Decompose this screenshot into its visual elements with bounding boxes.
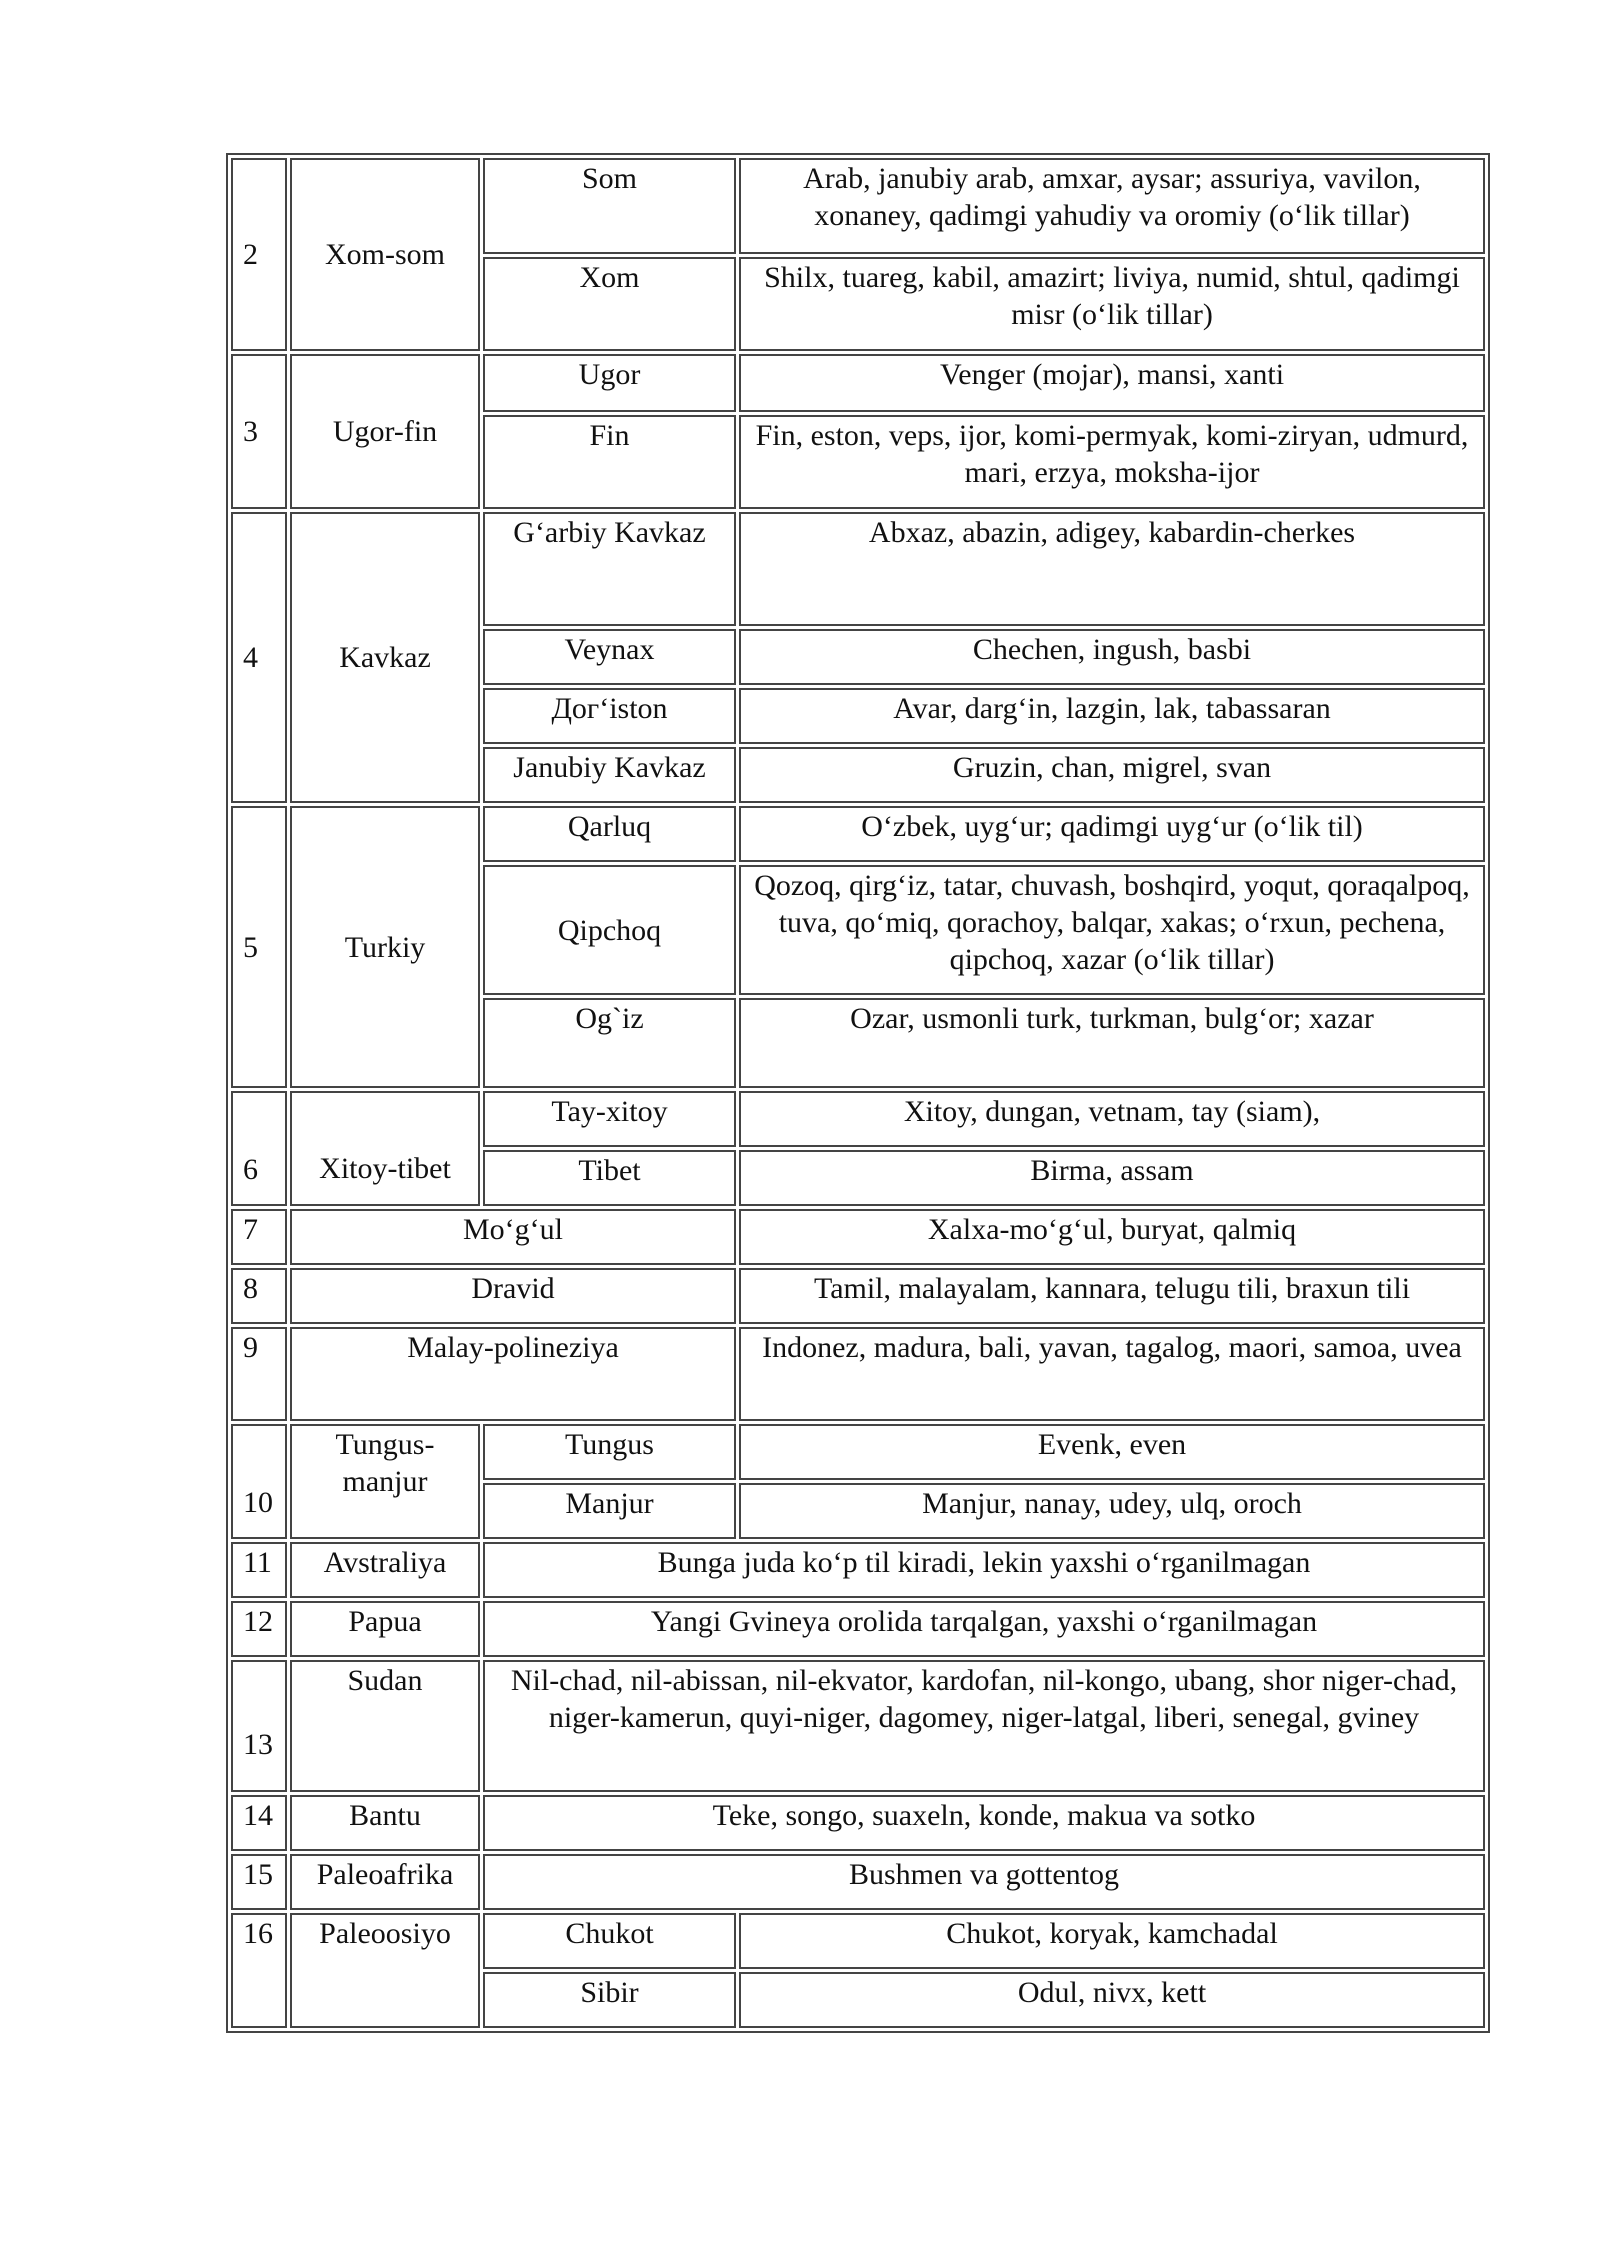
- row-number: 9: [231, 1327, 287, 1421]
- group-name: Qipchoq: [483, 865, 736, 995]
- family-name: Sudan: [290, 1660, 480, 1792]
- family-name: Turkiy: [290, 806, 480, 1088]
- family-name: Paleoafrika: [290, 1854, 480, 1910]
- languages: Gruzin, chan, migrel, svan: [739, 747, 1485, 803]
- languages: Indonez, madura, bali, yavan, tagalog, maori, samoa, uvea: [739, 1327, 1485, 1421]
- group-name: Tungus: [483, 1424, 736, 1480]
- languages: Ozar, usmonli turk, turkman, bulg‘or; xazar: [739, 998, 1485, 1088]
- group-name: G‘arbiy Kavkaz: [483, 512, 736, 626]
- group-name: Fin: [483, 415, 736, 509]
- group-name: Tay-xitoy: [483, 1091, 736, 1147]
- family-name: Xitoy-tibet: [290, 1091, 480, 1206]
- languages: Bunga juda ko‘p til kiradi, lekin yaxshi o‘rganilmagan: [483, 1542, 1485, 1598]
- family-name: Kavkaz: [290, 512, 480, 803]
- table-row: [231, 1795, 1485, 1851]
- family-name: Malay-polineziya: [290, 1327, 736, 1421]
- table-row: [231, 806, 1485, 862]
- row-number: 12: [231, 1601, 287, 1657]
- languages: Bushmen va gottentog: [483, 1854, 1485, 1910]
- languages: Manjur, nanay, udey, ulq, oroch: [739, 1483, 1485, 1539]
- languages: Shilx, tuareg, kabil, amazirt; liviya, numid, shtul, qadimgi misr (o‘lik tillar): [739, 257, 1485, 351]
- row-number: 10: [231, 1424, 287, 1539]
- table-row: [231, 1601, 1485, 1657]
- row-number: 4: [231, 512, 287, 803]
- group-name: Sibir: [483, 1972, 736, 2028]
- table-row: [231, 1268, 1485, 1324]
- row-number: 8: [231, 1268, 287, 1324]
- group-name: Janubiy Kavkaz: [483, 747, 736, 803]
- row-number: 13: [231, 1660, 287, 1792]
- languages: Yangi Gvineya orolida tarqalgan, yaxshi o‘rganilmagan: [483, 1601, 1485, 1657]
- languages: Venger (mojar), mansi, xanti: [739, 354, 1485, 412]
- table-row: [231, 354, 1485, 412]
- family-name: Dravid: [290, 1268, 736, 1324]
- languages: Teke, songo, suaxeln, konde, makua va sotko: [483, 1795, 1485, 1851]
- group-name: Tibet: [483, 1150, 736, 1206]
- group-name: Som: [483, 158, 736, 254]
- table-row: [231, 1913, 1485, 1969]
- family-name: Ugor-fin: [290, 354, 480, 509]
- languages: Chechen, ingush, basbi: [739, 629, 1485, 685]
- family-name: Papua: [290, 1601, 480, 1657]
- languages: Xalxa-mo‘g‘ul, buryat, qalmiq: [739, 1209, 1485, 1265]
- group-name: Qarluq: [483, 806, 736, 862]
- languages: Xitoy, dungan, vetnam, tay (siam),: [739, 1091, 1485, 1147]
- group-name: Chukot: [483, 1913, 736, 1969]
- table-row: [231, 1854, 1485, 1910]
- group-name: Ugor: [483, 354, 736, 412]
- languages: Avar, darg‘in, lazgin, lak, tabassaran: [739, 688, 1485, 744]
- row-number: 11: [231, 1542, 287, 1598]
- row-number: 3: [231, 354, 287, 509]
- row-number: 16: [231, 1913, 287, 2028]
- group-name: Veynax: [483, 629, 736, 685]
- languages: Odul, nivx, kett: [739, 1972, 1485, 2028]
- table-row: [231, 1091, 1485, 1147]
- row-number: 6: [231, 1091, 287, 1206]
- languages: Tamil, malayalam, kannara, telugu tili, braxun tili: [739, 1268, 1485, 1324]
- row-number: 2: [231, 158, 287, 351]
- family-name: Paleoosiyo: [290, 1913, 480, 2028]
- row-number: 14: [231, 1795, 287, 1851]
- table-row: [231, 1660, 1485, 1792]
- group-name: Og`iz: [483, 998, 736, 1088]
- languages: Chukot, koryak, kamchadal: [739, 1913, 1485, 1969]
- languages: Nil-chad, nil-abissan, nil-ekvator, kardofan, nil-kongo, ubang, shor niger-chad, niger-kamerun, quyi-niger, dagomey, niger-latgal, liberi, senegal, gviney: [483, 1660, 1485, 1792]
- table-row: [231, 1542, 1485, 1598]
- languages: Birma, assam: [739, 1150, 1485, 1206]
- family-name: Mo‘g‘ul: [290, 1209, 736, 1265]
- languages: Abxaz, abazin, adigey, kabardin-cherkes: [739, 512, 1485, 626]
- group-name: Manjur: [483, 1483, 736, 1539]
- language-families-table: [226, 153, 1490, 2033]
- table-row: [231, 512, 1485, 626]
- row-number: 7: [231, 1209, 287, 1265]
- languages: Arab, janubiy arab, amxar, aysar; assuriya, vavilon, xonaney, qadimgi yahudiy va oromiy (o‘lik tillar): [739, 158, 1485, 254]
- group-name: Дог‘iston: [483, 688, 736, 744]
- family-name: Bantu: [290, 1795, 480, 1851]
- row-number: 15: [231, 1854, 287, 1910]
- row-number: 5: [231, 806, 287, 1088]
- group-name: Xom: [483, 257, 736, 351]
- languages: Evenk, even: [739, 1424, 1485, 1480]
- table-row: [231, 1424, 1485, 1480]
- family-name: Xom-som: [290, 158, 480, 351]
- languages: Qozoq, qirg‘iz, tatar, chuvash, boshqird, yoqut, qoraqalpoq, tuva, qo‘miq, qorachoy, balqar, xakas; o‘rxun, pechena, qipchoq, xazar (o‘lik tillar): [739, 865, 1485, 995]
- languages: O‘zbek, uyg‘ur; qadimgi uyg‘ur (o‘lik til): [739, 806, 1485, 862]
- table-row: [231, 1209, 1485, 1265]
- languages: Fin, eston, veps, ijor, komi-permyak, komi-ziryan, udmurd, mari, erzya, moksha-ijor: [739, 415, 1485, 509]
- family-name: Tungus-manjur: [290, 1424, 480, 1539]
- family-name: Avstraliya: [290, 1542, 480, 1598]
- table-row: [231, 1327, 1485, 1421]
- table-row: [231, 158, 1485, 254]
